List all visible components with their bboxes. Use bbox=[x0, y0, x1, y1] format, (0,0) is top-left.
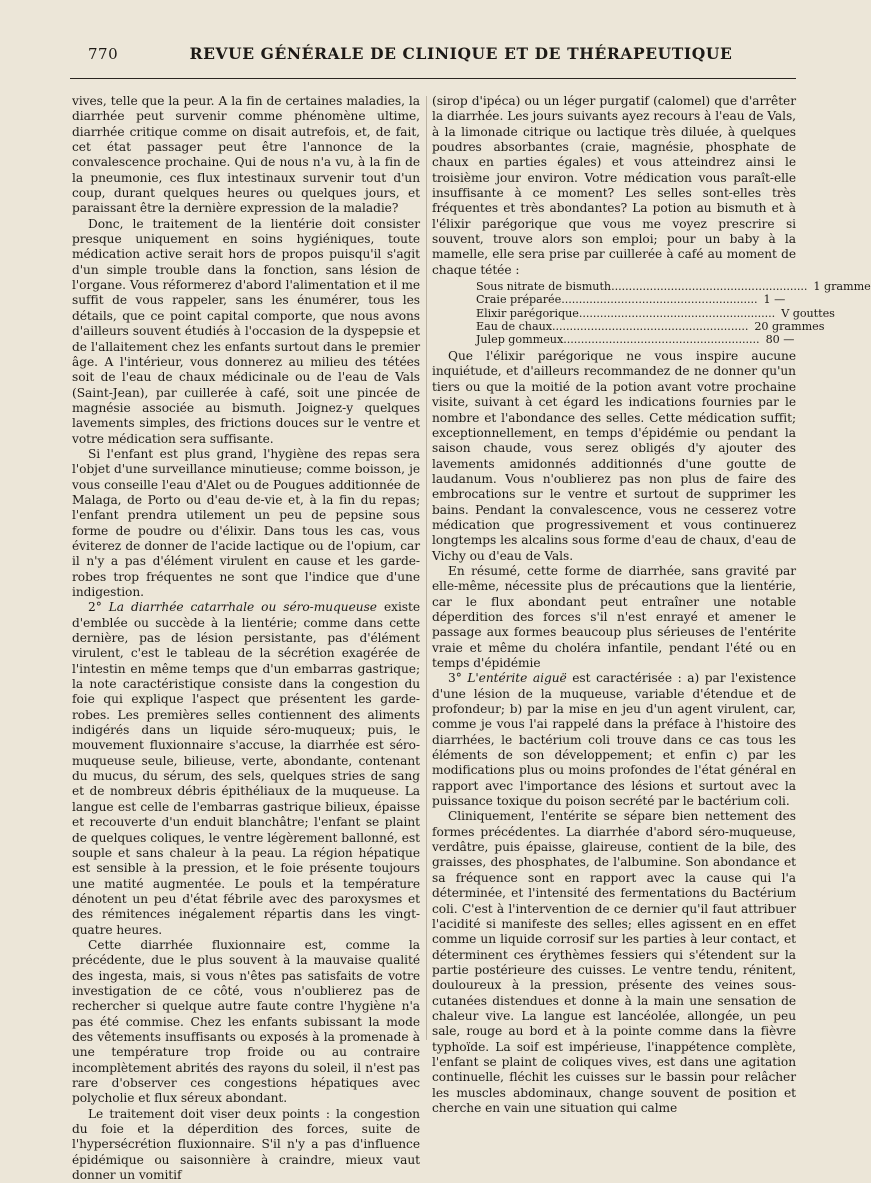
dose: 20 grammes bbox=[754, 319, 825, 333]
paragraph-section-2 bbox=[72, 600, 420, 938]
dose: 1 gramme bbox=[813, 280, 871, 294]
paragraph: Si l'enfant est plus grand, l'hygiène des repas sera l'objet d'une surveillance minutieuse; comme boisson, je vous conseille l'eau d'Alet ou de Pougues additionnée de Malaga, de Porto ou d'eau de-vie et, à la fin du repas; l'enfant prendra utilement un peu de pepsine sous forme de poudre ou d'élixir. Dans tous les cas, vous éviterez de donner de l'acide lactique ou de l'opium, car il n'y a pas d'élément virulent en cause et les garde-robes trop fréquentes ne sont que l'indice que d'une indigestion. bbox=[72, 446, 420, 599]
left-column bbox=[72, 94, 421, 1183]
ingredient: Eau de chaux ..... bbox=[476, 320, 748, 333]
right-column bbox=[432, 94, 871, 1115]
paragraph: Cette diarrhée fluxionnaire est, comme la précédente, due le plus souvent à la mauvaise qualité des ingesta, mais, si vous n'êtes pas satisfaits de votre investigation de ce côté, vous n'oublierez pas de rechercher si quelque autre faute contre l'hygiène n'a pas été commise. Chez les enfants subissant la mode des vêtements insuffisants ou exposés à la promenade à une température trop froide ou au contraire incomplètement abrités des rayons du soleil, il n'est pas rare d'observer ces congestions hépatiques avec polycholie et flux séreux abondant. bbox=[72, 937, 420, 1106]
dose: V gouttes bbox=[781, 306, 835, 320]
prescription-row bbox=[476, 332, 795, 346]
section-number: 2° bbox=[88, 600, 102, 615]
running-title: REVUE GÉNÉRALE DE CLINIQUE ET DE THÉRAPEUTIQUE bbox=[189, 44, 733, 63]
ingredient: Sous nitrate de bismuth ..... bbox=[476, 280, 807, 293]
ingredient: Craie préparée ..... bbox=[476, 293, 758, 306]
column-divider bbox=[426, 96, 427, 1040]
paragraph: Que l'élixir parégorique ne vous inspire aucune inquiétude, et d'ailleurs recommandez de ne donner qu'un tiers ou que la moitié de la potion avant votre prochaine visite, suivant à cet égard les indications fournies par le nombre et l'abondance des selles. Cette médication suffit; exceptionnellement, en temps d'épidémie ou pendant la saison chaude, vous serez obligés d'y ajouter des lavements amidonnés additionnés d'une goutte de laudanum. Vous n'oublierez pas non plus de faire des embrocations sur le ventre et surtout de supprimer les bains. Pendant la convalescence, vous ne cesserez votre médication que progressivement et vous continuerez longtemps les alcalins sous forme d'eau de chaux, d'eau de Vichy ou d'eau de Vals. bbox=[432, 349, 796, 563]
ingredient: Julep gommeux ..... bbox=[476, 333, 760, 346]
prescription-row bbox=[476, 280, 871, 294]
prescription-row bbox=[476, 293, 786, 307]
ingredient: Elixir parégorique ..... bbox=[476, 307, 775, 320]
paragraph: Donc, le traitement de la lientérie doit consister presque uniquement en soins hygiéniques, toute médication active serait hors de propos puisqu'il s'agit d'un simple trouble dans la fonction, sans lésion de l'organe. Vous réformerez d'abord l'alimentation et il me suffit de vous rappeler, sans les énumérer, tous les détails, que ce point capital comporte, que nous avons d'ailleurs souvent étudiés à l'occasion de la dyspepsie et de l'allaitement chez les enfants surtout dans le premier âge. A l'intérieur, vous donnerez au milieu des tétées soit de l'eau de chaux médicinale ou de l'eau de Vals (Saint-Jean), par cuillerée à café, soit une pincée de magnésie associée au bismuth. Joignez-y quelques lavements simples, des frictions douces sur le ventre et votre médication sera suffisante. bbox=[72, 216, 420, 446]
header-rule bbox=[70, 78, 796, 79]
section-title: L'entérite aiguë bbox=[467, 671, 567, 686]
prescription bbox=[476, 280, 871, 346]
dose: 1 — bbox=[763, 293, 786, 307]
paragraph: vives, telle que la peur. A la fin de certaines maladies, la diarrhée peut survenir comme phénomène ultime, diarrhée critique comme on disait autrefois, et, de fait, cet état passager peut être l'annonce de la convalescence prochaine. Qui de nous n'a vu, à la fin de la pneumonie, ces flux intestinaux survenir tout d'un coup, durant quelques heures ou quelques jours, et paraissant être la dernière expression de la maladie? bbox=[72, 94, 420, 216]
section-number: 3° bbox=[448, 671, 462, 686]
prescription-row bbox=[476, 306, 835, 320]
paragraph-section-3 bbox=[432, 671, 796, 809]
page-header bbox=[88, 44, 750, 70]
page-number: 770 bbox=[88, 45, 119, 63]
section-text: existe d'emblée ou succède à la lientérie; comme dans cette dernière, pas de lésion persistante, pas d'élément virulent, c'est le tableau de la sécrétion exagérée de l'intestin en même temps que d'un embarras gastrique; la note caractéristique consiste dans la congestion du foie qui explique l'aspect que présentent les garde-robes. Les premières selles contiennent des aliments indigérés dans un liquide séro-muqueux; puis, le mouvement fluxionnaire s'accuse, la diarrhée est séro-muqueuse seule, bilieuse, verte, abondante, contenant du mucus, du sérum, des sels, quelques stries de sang et de nombreux débris épithéliaux de la muqueuse. La langue est celle de l'embarras gastrique bilieux, épaisse et recouverte d'un enduit blanchâtre; l'enfant se plaint de quelques coliques, le ventre légèrement ballonné, est souple et sans chaleur à la peau. La région hépatique est sensible à la pression, et le foie présente toujours une matité augmentée. Le pouls et la température dénotent un peu d'état fébrile avec des paroxysmes et des rémitences inégalement répartis dans les vingt-quatre heures. bbox=[72, 600, 421, 937]
section-title: La diarrhée catarrhale ou séro-muqueuse bbox=[108, 600, 377, 615]
section-text: est caractérisée : a) par l'existence d'une lésion de la muqueuse, variable d'étendue et de profondeur; b) par la mise en jeu d'un agent virulent, car, comme je vous l'ai rappelé dans la préface à l'histoire des diarrhées, le bactérium coli trouve dans ce cas tous les éléments de son développement; et enfin c) par les modifications plus ou moins profondes de l'état général en rapport avec l'importance des lésions et surtout avec la puissance toxique du poison secrété par le bactérium coli. bbox=[432, 671, 796, 809]
paragraph: (sirop d'ipéca) ou un léger purgatif (calomel) que d'arrêter la diarrhée. Les jours suivants ayez recours à l'eau de Vals, à la limonade citrique ou lactique très diluée, à quelques poudres absorbantes (craie, magnésie, phosphate de chaux en parties égales) et vous atteindrez ainsi le troisième jour environ. Votre médication vous paraît-elle insuffisante à ce moment? Les selles sont-elles très fréquentes et très abondantes? La potion au bismuth et à l'élixir parégorique que vous me voyez prescrire si souvent, trouve alors son emploi; pour un baby à la mamelle, elle sera prise par cuillerée à café au moment de chaque tétée : bbox=[432, 94, 796, 277]
dose: 80 — bbox=[765, 332, 795, 346]
paragraph: Cliniquement, l'entérite se sépare bien nettement des formes précédentes. La diarrhée d'abord séro-muqueuse, verdâtre, puis épaisse, glaireuse, contient de la bile, des graisses, des phosphates, de l'albumine. Son abondance et sa fréquence sont en rapport avec la cause qui l'a déterminée, et l'intensité des fermentations du Bactérium coli. C'est à l'intervention de ce dernier qu'il faut attribuer l'acidité si manifeste des selles; elles agissent en en effet comme un liquide corrosif sur les parties à leur contact, et déterminent ces érythèmes fessiers qui s'étendent sur la partie postérieure des cuisses. Le ventre tendu, rénitent, douloureux à la pression, présente des veines sous-cutanées distendues et donne à la main une sensation de chaleur vive. La langue est lancéolée, allongée, un peu sale, rouge au bord et à la pointe comme dans la fièvre typhoïde. La soif est impérieuse, l'inappétence complète, l'enfant se plaint de coliques vives, est dans une agitation continuelle, fléchit les cuisses sur le bassin pour relâcher les muscles abdominaux, change souvent de position et cherche en vain une situation qui calme bbox=[432, 809, 796, 1115]
paragraph: Le traitement doit viser deux points : la congestion du foie et la déperdition des forces, suite de l'hypersécrétion fluxionnaire. S'il n'y a pas d'influence épidémique ou saisonnière à craindre, mieux vaut donner un vomitif bbox=[72, 1106, 420, 1183]
prescription-row bbox=[476, 319, 825, 333]
paragraph: En résumé, cette forme de diarrhée, sans gravité par elle-même, nécessite plus de précautions que la lientérie, car le flux abondant peut entraîner une notable déperdition des forces s'il n'est enrayé et amener le passage aux formes beaucoup plus sérieuses de l'entérite vraie et même du choléra infantile, pendant l'été ou en temps d'épidémie bbox=[432, 563, 796, 671]
